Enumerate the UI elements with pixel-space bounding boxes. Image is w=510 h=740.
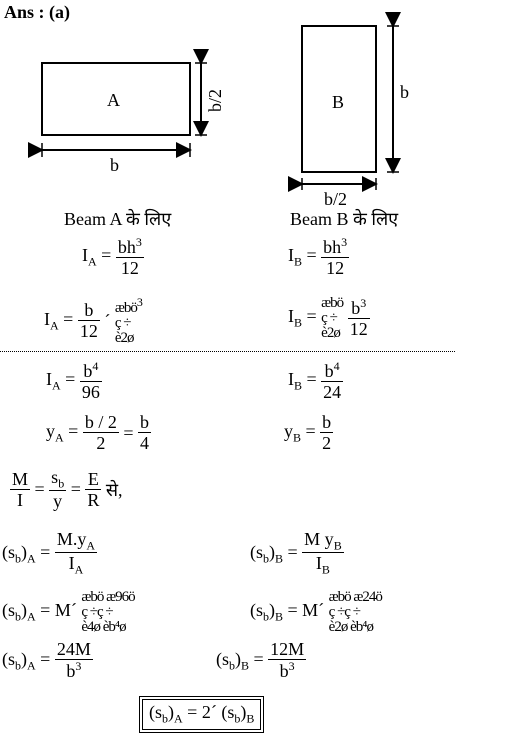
beam-diagram: [0, 0, 510, 200]
beam-a-label: A: [107, 90, 120, 110]
eq-ib-3: $I_B$ = $\frac{b^4}{24}$: [288, 359, 342, 402]
eq-ia-1: $I_A$ = $\frac{bh^3}{12}$: [82, 235, 142, 278]
eq-sb-3: $(s_b)_B$ = $\frac{12M}{b^3}$: [216, 639, 305, 681]
eq-ia-3: $I_A$ = $\frac{b^4}{96}$: [46, 359, 100, 402]
final-result-box: $(s_b)_A$ = 2´ $(s_b)_B$: [142, 699, 261, 730]
beam-a-height-label: b/2: [205, 88, 225, 112]
eq-ya: $y_A$ = $\frac{b / 2}{2}$ = $\frac{b}{4}$: [46, 412, 149, 453]
eq-ib-1: $I_B$ = $\frac{bh^3}{12}$: [288, 235, 348, 278]
section-divider: [0, 351, 455, 352]
beam-b-label: B: [332, 92, 345, 112]
eq-sa-3: $(s_b)_A$ = $\frac{24M}{b^3}$: [2, 639, 91, 681]
eq-ib-2: $I_B$ = æbö ç ÷ è2ø $\frac{b^3}{12}$: [288, 295, 368, 341]
answer-heading: Ans : (a): [4, 2, 70, 22]
beam-b-height-label: b: [400, 82, 409, 102]
eq-flexure: $\frac{M}{I}$ = $\frac{s_b}{y}$ = $\frac{E}{R}$ से,: [12, 467, 123, 512]
beam-b-width-label: b/2: [324, 189, 348, 209]
eq-sa-1: $(s_b)_A$ = $\frac{M.y_A}{I_A}$: [2, 529, 96, 577]
eq-ia-2: $I_A$ = $\frac{b}{12}$ ´ æbö$^3$ ç ÷ è2ø: [44, 295, 142, 346]
caption-beam-b: Beam B के लिए: [290, 209, 399, 229]
caption-beam-a: Beam A के लिए: [64, 209, 172, 229]
eq-yb: $y_B$ = $\frac{b}{2}$: [284, 412, 332, 453]
eq-sb-1: $(s_b)_B$ = $\frac{M y_B}{I_B}$: [250, 529, 342, 577]
eq-sa-2: $(s_b)_A$ = M´ æbö æ96ö ç ÷ç ÷ è4ø èb⁴ø: [2, 589, 135, 635]
eq-sb-2: $(s_b)_B$ = M´ æbö æ24ö ç ÷ç ÷ è2ø èb⁴ø: [250, 589, 382, 635]
beam-a-width-label: b: [110, 155, 119, 175]
